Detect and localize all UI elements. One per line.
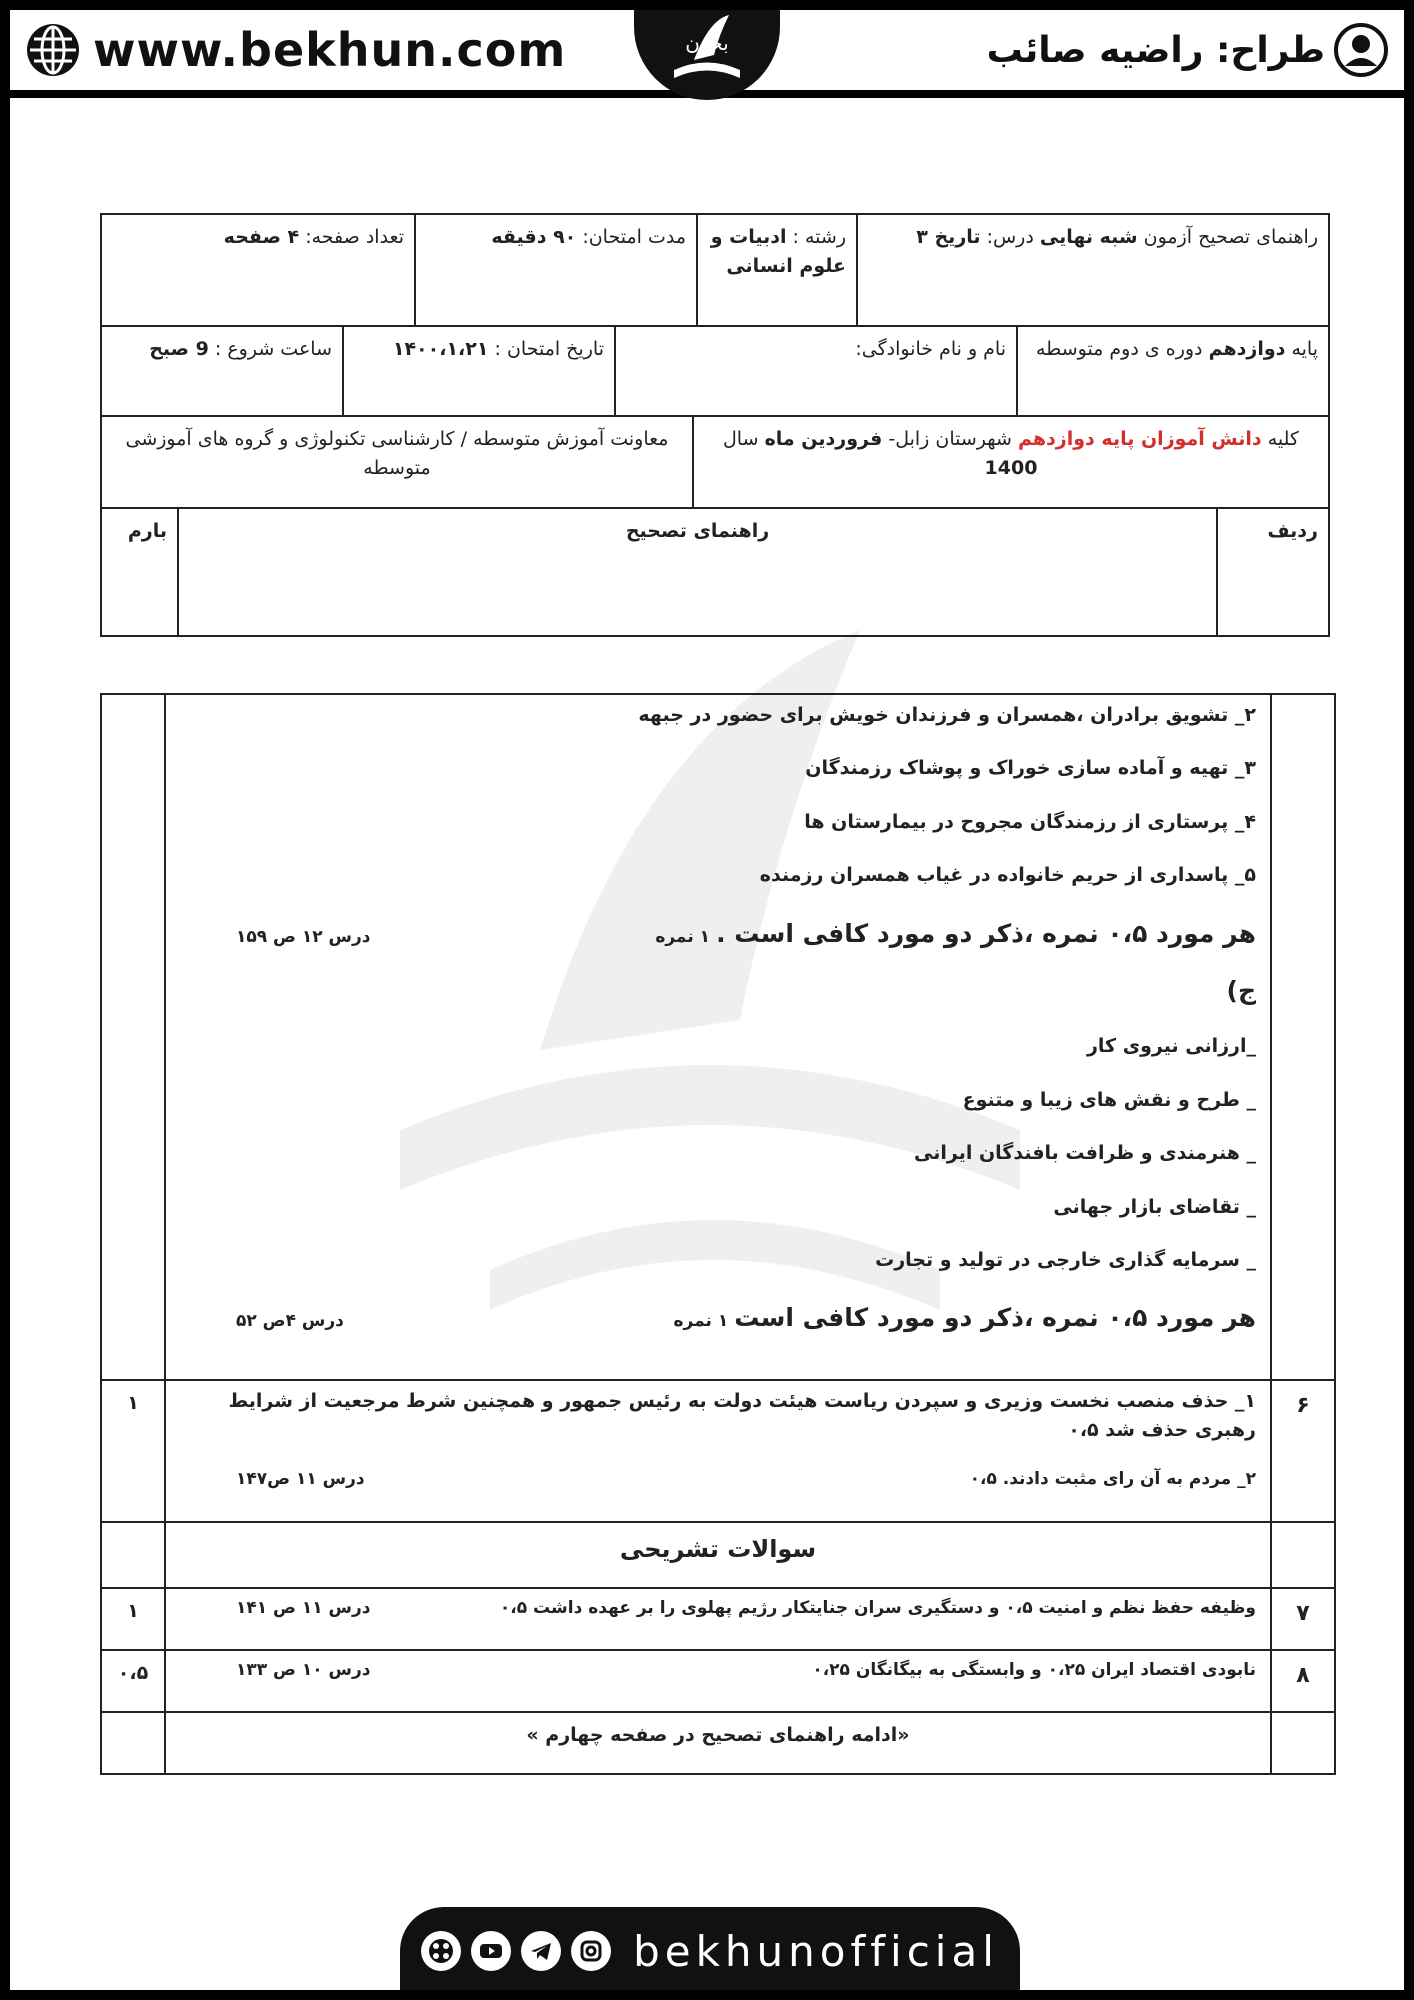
col-guide-header: راهنمای تصحیح <box>178 508 1217 636</box>
lesson-ref: درس ۱۲ ص ۱۵۹ <box>236 926 371 947</box>
table-row <box>101 1380 1335 1522</box>
answer-line: ۱_ حذف منصب نخست وزیری و سپردن ریاست هیئت دولت به رئیس جمهور و همچنین شرط مرجعیت از شرایط رهبری حذف شد ۰،۵ <box>228 1390 1256 1442</box>
telegram-icon[interactable] <box>521 1931 561 1971</box>
table-row <box>101 1588 1335 1650</box>
row-number-cell <box>1271 1712 1335 1774</box>
website-link[interactable] <box>25 20 566 80</box>
lesson-ref: درس ۴ص ۵۲ <box>236 1311 344 1332</box>
col-row-header: ردیف <box>1217 508 1329 636</box>
row-number-cell: ۸ <box>1271 1650 1335 1712</box>
answer-cell <box>165 1380 1271 1522</box>
score-cell <box>101 694 165 1380</box>
answer-line: ۲_ مردم به آن رای مثبت دادند. ۰،۵ <box>969 1468 1256 1489</box>
exam-title-cell: راهنمای تصحیح آزمون شبه نهایی درس: تاریخ ۳ <box>857 214 1329 326</box>
lesson-ref: درس ۱۱ ص۱۴۷ <box>236 1468 365 1489</box>
answer-line: وظیفه حفظ نظم و امنیت ۰،۵ و دستگیری سران جنایتکار رژیم پهلوی را بر عهده داشت ۰،۵ <box>499 1598 1256 1618</box>
answer-header-table <box>100 507 1330 637</box>
exam-info-table <box>100 213 1330 327</box>
aparat-icon[interactable] <box>421 1931 461 1971</box>
col-score-header: بارم <box>101 508 178 636</box>
student-name-cell: نام و نام خانوادگی: <box>615 326 1017 416</box>
continue-note: «ادامه راهنمای تصحیح در صفحه چهارم » <box>165 1712 1271 1774</box>
designer-name: طراح: راضیه صائب <box>986 29 1325 71</box>
instagram-icon[interactable] <box>571 1931 611 1971</box>
globe-icon <box>25 22 81 78</box>
score-cell: ۱ <box>101 1588 165 1650</box>
page <box>10 10 1404 1990</box>
grade-cell: پایه دوازدهم دوره ی دوم متوسطه <box>1017 326 1329 416</box>
audience-cell: کلیه دانش آموزان پایه دوازدهم شهرستان زابل- فروردین ماه سال 1400 <box>693 416 1329 508</box>
social-footer <box>400 1907 1020 1990</box>
answer-line: _ارزانی نیروی کار <box>1086 1035 1256 1058</box>
answer-ref-row <box>196 1466 1256 1492</box>
start-time-cell: ساعت شروع : 9 صبح <box>101 326 343 416</box>
answer-line: ۵_ پاسداری از حریم خانواده در غیاب همسران رزمنده <box>759 864 1256 887</box>
youtube-icon[interactable] <box>471 1931 511 1971</box>
table-row <box>101 694 1335 1380</box>
answer-line: _ تقاضای بازار جهانی <box>1053 1195 1256 1218</box>
duration-cell: مدت امتحان: ۹۰ دقیقه <box>415 214 697 326</box>
row-number-cell: ۷ <box>1271 1588 1335 1650</box>
table-row <box>101 1712 1335 1774</box>
answer-line: نابودی اقتصاد ایران ۰،۲۵ و وابستگی به بیگانگان ۰،۲۵ <box>812 1660 1256 1680</box>
lesson-ref: درس ۱۱ ص ۱۴۱ <box>236 1598 371 1618</box>
answer-line: _ طرح و نقش های زیبا و متنوع <box>962 1088 1256 1111</box>
designer-block <box>987 22 1389 78</box>
page-header <box>10 10 1404 98</box>
section-c-heading: ج) <box>1226 975 1256 1005</box>
answers-table <box>100 693 1336 1775</box>
answer-line: _ هنرمندی و ظرافت بافندگان ایرانی <box>914 1142 1256 1165</box>
logo-book-icon <box>634 10 780 100</box>
answer-ref-row <box>196 1657 1256 1683</box>
exam-info-table-2 <box>100 325 1330 417</box>
score-cell: ۰،۵ <box>101 1650 165 1712</box>
answer-line: ۴_ پرستاری از رزمندگان مجروح در بیمارستان ها <box>804 810 1256 833</box>
table-row <box>101 1650 1335 1712</box>
section-title: سوالات تشریحی <box>165 1522 1271 1588</box>
score-cell: ۱ <box>101 1380 165 1522</box>
score-cell <box>101 1522 165 1588</box>
answer-line: ۲_ تشویق برادران ،همسران و فرزندان خویش برای حضور در جبهه <box>638 704 1256 726</box>
exam-date-cell: تاریخ امتحان : ۱۴۰۰،۱،۲۱ <box>343 326 615 416</box>
score-note: هر مورد ۰،۵ نمره ،ذکر دو مورد کافی است <box>734 1303 1256 1333</box>
table-row <box>101 1522 1335 1588</box>
row-number-cell <box>1271 694 1335 1380</box>
lesson-ref: درس ۱۰ ص ۱۳۳ <box>236 1660 371 1680</box>
logo <box>634 10 780 100</box>
logo-text: بخون <box>685 31 729 55</box>
row-number-cell <box>1271 1522 1335 1588</box>
answer-line: ۳_ تهیه و آماده سازی خوراک و پوشاک رزمندگان <box>805 757 1256 780</box>
score-cell <box>101 1712 165 1774</box>
score-note-row <box>196 1299 1256 1338</box>
row-number-cell: ۶ <box>1271 1380 1335 1522</box>
answer-ref-row <box>196 1595 1256 1621</box>
answer-cell <box>165 1650 1271 1712</box>
score-note-num: ۱ نمره <box>673 1311 729 1332</box>
website-url: www.bekhun.com <box>93 23 567 77</box>
score-note: هر مورد ۰،۵ نمره ،ذکر دو مورد کافی است . <box>716 918 1256 948</box>
exam-info-table-3 <box>100 415 1330 509</box>
department-cell: معاونت آموزش متوسطه / کارشناسی تکنولوژی و گروه های آموزشی متوسطه <box>101 416 693 508</box>
answer-line: _ سرمایه گذاری خارجی در تولید و تجارت <box>875 1249 1256 1271</box>
answer-cell <box>165 694 1271 1380</box>
pages-cell: تعداد صفحه: ۴ صفحه <box>101 214 415 326</box>
social-handle: bekhunofficial <box>633 1926 999 1976</box>
user-icon <box>1333 22 1389 78</box>
field-cell: رشته : ادبیات و علوم انسانی <box>697 214 857 326</box>
answer-cell <box>165 1588 1271 1650</box>
score-note-row <box>196 915 1256 954</box>
score-note-num: ۱ نمره <box>655 926 711 947</box>
